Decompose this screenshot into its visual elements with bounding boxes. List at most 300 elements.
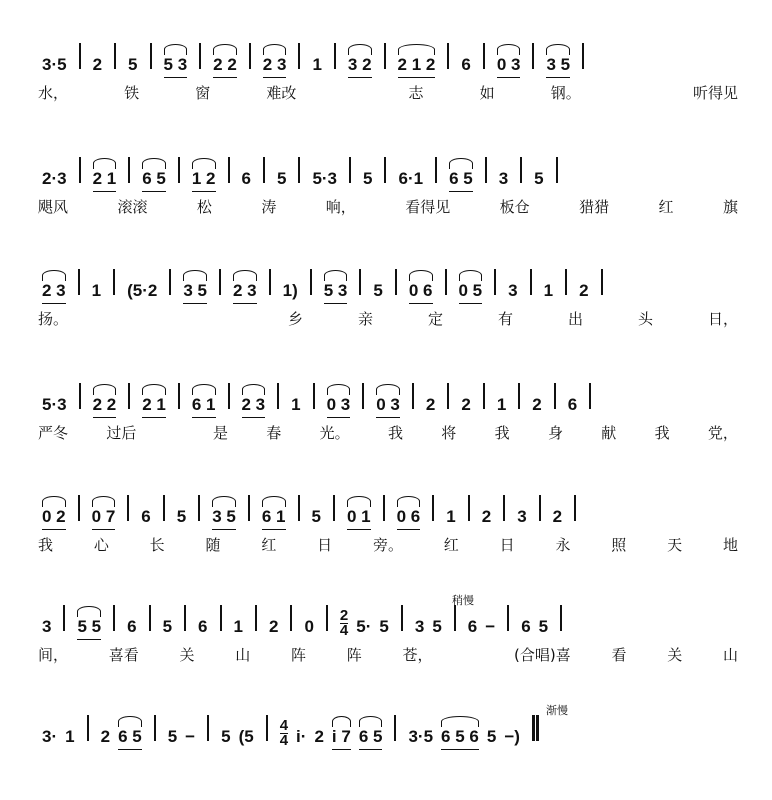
slur-arc (441, 716, 479, 727)
lyric-word: 难改 (266, 84, 297, 102)
lyric-word: 旗 (722, 198, 738, 216)
barline (228, 157, 230, 183)
slur-arc (118, 716, 142, 727)
lyric-word: 涛 (261, 198, 277, 216)
lyric-word: 听得见 (692, 84, 738, 102)
lyrics-line (38, 422, 738, 446)
barline (220, 605, 222, 631)
lyrics-line (38, 534, 738, 558)
slur-arc (359, 716, 383, 727)
note-group: 3 (414, 617, 425, 636)
note-group: 0 6 (397, 506, 421, 528)
notation-line (38, 488, 734, 528)
note-group: 5 (221, 727, 231, 746)
note-group: 6 (198, 617, 208, 636)
note-group: 0 3 (376, 394, 400, 416)
barline (483, 43, 485, 69)
slur-arc (142, 158, 166, 169)
note-group: 6 1 (262, 506, 286, 528)
lyrics-line (38, 196, 738, 220)
note-group: 6 (461, 55, 471, 74)
lyric-word: 心 (93, 536, 109, 554)
lyric-word: 水， (38, 84, 69, 102)
score-system (0, 36, 772, 126)
lyric-word: 如 (479, 84, 495, 102)
barline (63, 605, 65, 631)
beam-underline (142, 191, 166, 193)
beam-underline (183, 303, 207, 305)
score-system (0, 150, 772, 240)
beam-underline (192, 417, 216, 419)
time-signature-bottom: 4 (279, 732, 289, 749)
barline (530, 269, 532, 295)
note-group: 2 3 (42, 280, 66, 302)
barline (349, 157, 351, 183)
note-group: 2 (268, 617, 279, 636)
score-system (0, 488, 772, 578)
lyrics-line (38, 754, 738, 778)
slur-arc (262, 496, 286, 507)
note-group: 2 3 (263, 54, 287, 76)
note-group: 2 1 (142, 394, 166, 416)
lyric-word: 猎猎 (579, 198, 610, 216)
lyric-word: 永 (555, 536, 571, 554)
barline (79, 43, 81, 69)
lyric-word: 松 (196, 198, 212, 216)
score-system (0, 704, 772, 798)
barline (394, 715, 396, 741)
note-group: 5· (356, 617, 372, 636)
barline (290, 605, 292, 631)
lyric-word: 日， (707, 310, 738, 328)
note-group: 6·1 (398, 169, 424, 188)
lyric-word: 窗 (195, 84, 211, 102)
beam-underline (93, 417, 117, 419)
note-group: 5 3 (324, 280, 348, 302)
slur-arc (327, 384, 351, 395)
note-group: 1 2 (192, 168, 216, 190)
lyric-word: 日 (499, 536, 515, 554)
barline (447, 383, 449, 409)
slur-arc (142, 384, 166, 395)
slur-arc (348, 44, 372, 55)
barline (298, 157, 300, 183)
note-group: 2 (579, 281, 589, 300)
notation-line (38, 36, 734, 76)
note-group: 5·3 (312, 169, 338, 188)
note-group: 3 5 (212, 506, 236, 528)
barline (401, 605, 403, 631)
note-group: 2 (425, 395, 436, 414)
beam-underline (233, 303, 257, 305)
note-group: 6 (141, 507, 151, 526)
lyric-word: 有 (497, 310, 513, 328)
barline (114, 43, 116, 69)
lyric-word: 钢。 (550, 84, 581, 102)
lyric-word: 严冬 (38, 424, 69, 442)
note-group: 1 (312, 55, 322, 74)
note-group: 5 (311, 507, 321, 526)
lyric-word: 间， (38, 646, 69, 664)
beam-underline (459, 303, 483, 305)
slur-arc (212, 496, 236, 507)
beam-underline (92, 529, 116, 531)
barline (154, 715, 156, 741)
barline (334, 43, 336, 69)
slur-arc (397, 496, 421, 507)
note-group: 2 2 (93, 394, 117, 416)
note-group: 6 5 (142, 168, 166, 190)
note-group: 0 6 (409, 280, 433, 302)
beam-underline (192, 191, 216, 193)
barline (494, 269, 496, 295)
note-group: 5 (167, 727, 178, 746)
lyric-word: 照 (611, 536, 627, 554)
beam-underline (262, 529, 286, 531)
barline (79, 157, 81, 183)
barline (362, 383, 364, 409)
note-group: − (185, 727, 196, 746)
barline (556, 157, 558, 183)
barline (269, 269, 271, 295)
barline (228, 383, 230, 409)
slur-arc (233, 270, 257, 281)
barline (310, 269, 312, 295)
note-group: 3 (508, 281, 518, 300)
lyric-word: 党， (707, 424, 738, 442)
note-group: 5 (432, 617, 442, 636)
note-group: 5 (176, 507, 187, 526)
beam-underline (359, 749, 383, 751)
barline (560, 605, 562, 631)
barline (266, 715, 268, 741)
lyric-word: 是 (212, 424, 228, 442)
notation-line (38, 262, 734, 302)
slur-arc (164, 44, 188, 55)
slur-arc (409, 270, 433, 281)
lyric-word: 定 (427, 310, 443, 328)
note-group: 0 1 (347, 506, 371, 528)
slur-arc (192, 384, 216, 395)
barline (383, 495, 385, 521)
lyric-word: 随 (205, 536, 221, 554)
note-group: 5 (162, 617, 173, 636)
note-group: 6 5 6 (441, 726, 479, 748)
slur-arc (332, 716, 351, 727)
barline (163, 495, 165, 521)
barline (249, 43, 251, 69)
lyrics-line (38, 644, 738, 668)
beam-underline (398, 77, 436, 79)
slur-arc (324, 270, 348, 281)
beam-underline (164, 77, 188, 79)
beam-underline (77, 639, 101, 641)
lyric-word: 献 (601, 424, 617, 442)
note-group: 5 5 (77, 616, 101, 638)
lyric-word: 日 (317, 536, 333, 554)
beam-underline (93, 191, 117, 193)
lyric-word: 乡 (287, 310, 303, 328)
score-system (0, 262, 772, 352)
beam-underline (497, 77, 521, 79)
lyric-word: 我 (654, 424, 670, 442)
lyric-word: 我 (387, 424, 403, 442)
note-group: 5 (538, 617, 549, 636)
barline (532, 43, 534, 69)
note-group: 2 1 2 (398, 54, 436, 76)
lyric-word: 喜看 (108, 646, 139, 664)
barline (454, 605, 456, 631)
note-group: 0 5 (459, 280, 483, 302)
note-group: 5 (363, 169, 373, 188)
barline (298, 43, 300, 69)
note-group: 2 3 (242, 394, 266, 416)
slur-arc (449, 158, 473, 169)
slur-arc (497, 44, 521, 55)
note-group: 6 5 (359, 726, 383, 748)
barline (263, 157, 265, 183)
notation-line (38, 150, 734, 190)
barline (150, 43, 152, 69)
barline (518, 383, 520, 409)
lyric-word: 长 (149, 536, 165, 554)
lyric-word: 亲 (357, 310, 373, 328)
beam-underline (347, 529, 371, 531)
note-group: 1 (65, 727, 75, 746)
lyric-word: 苍， (402, 646, 433, 664)
note-group: 3 2 (348, 54, 372, 76)
time-signature-bottom: 4 (339, 622, 349, 639)
note-group: 6 5 (449, 168, 473, 190)
barline (574, 495, 576, 521)
beam-underline (42, 303, 66, 305)
lyric-word: 关 (179, 646, 195, 664)
note-group: 3 5 (183, 280, 207, 302)
note-group: 2 (314, 727, 324, 746)
lyric-word: 光。 (319, 424, 350, 442)
note-group: 0 3 (497, 54, 521, 76)
notation-line (38, 598, 734, 638)
note-group: i 7 (332, 726, 351, 748)
barline (298, 495, 300, 521)
beam-underline (213, 77, 237, 79)
lyrics-line (38, 82, 738, 106)
note-group: 1) (282, 281, 298, 300)
barline (384, 157, 386, 183)
note-group: 6 (127, 617, 137, 636)
lyric-word: 板仓 (499, 198, 530, 216)
note-group: 5 3 (164, 54, 188, 76)
lyric-word: 山 (722, 646, 738, 664)
barline (483, 383, 485, 409)
barline (503, 495, 505, 521)
barline (582, 43, 584, 69)
note-group: − (485, 617, 496, 636)
slur-arc (42, 496, 66, 507)
note-group: −) (504, 727, 520, 746)
slur-arc (347, 496, 371, 507)
barline (432, 495, 434, 521)
barline (313, 383, 315, 409)
note-group: 6 (567, 395, 578, 414)
barline (485, 157, 487, 183)
barline (554, 383, 556, 409)
barline (178, 157, 180, 183)
lyric-word: 响， (325, 198, 356, 216)
beam-underline (332, 749, 351, 751)
note-group: (5 (238, 727, 254, 746)
barline (127, 495, 129, 521)
notation-line (38, 376, 734, 416)
score-system (0, 594, 772, 688)
note-group: 3·5 (408, 727, 434, 746)
lyric-word: 身 (547, 424, 563, 442)
note-group: 1 (496, 395, 507, 414)
final-barline (532, 715, 535, 741)
note-group: 2 (481, 507, 492, 526)
barline (565, 269, 567, 295)
barline (113, 605, 115, 631)
note-group: 3 5 (546, 54, 570, 76)
note-group: 2·3 (42, 169, 67, 188)
beam-underline (441, 749, 479, 751)
barline (507, 605, 509, 631)
barline (447, 43, 449, 69)
note-group: 2 (461, 395, 471, 414)
note-group: 2 1 (93, 168, 117, 190)
beam-underline (263, 77, 287, 79)
slur-arc (459, 270, 483, 281)
note-group: 1 (233, 617, 243, 636)
beam-underline (242, 417, 266, 419)
note-group: 1 (543, 281, 554, 300)
note-group: i· (296, 727, 307, 746)
note-group: 5 (379, 617, 389, 636)
beam-underline (142, 417, 166, 419)
lyric-word: 阵 (346, 646, 362, 664)
slur-arc (263, 44, 287, 55)
barline (198, 495, 200, 521)
time-signature-top: 2 (339, 607, 349, 624)
note-group: 2 (552, 507, 563, 526)
note-group: 0 (304, 617, 314, 636)
barline (333, 495, 335, 521)
note-group: 3 (42, 617, 52, 636)
barline (78, 495, 80, 521)
barline (412, 383, 414, 409)
lyric-word: 志 (408, 84, 424, 102)
lyric-word: 旁。 (372, 536, 403, 554)
note-group: 3 (517, 507, 527, 526)
lyric-word: 关 (667, 646, 683, 664)
lyric-word: 将 (441, 424, 457, 442)
lyric-word: 看 (611, 646, 627, 664)
lyric-word: 红 (443, 536, 459, 554)
note-group: 6 (521, 617, 531, 636)
lyric-word: 山 (235, 646, 251, 664)
barline (520, 157, 522, 183)
barline (113, 269, 115, 295)
barline (178, 383, 180, 409)
barline (277, 383, 279, 409)
barline (468, 495, 470, 521)
note-group: 3·5 (42, 55, 67, 74)
lyric-word: 地 (722, 536, 738, 554)
note-group: 3 (498, 169, 509, 188)
note-group: 6 1 (192, 394, 216, 416)
note-group: 0 2 (42, 506, 66, 528)
barline (219, 269, 221, 295)
slur-arc (42, 270, 66, 281)
beam-underline (212, 529, 236, 531)
slur-arc (93, 384, 117, 395)
slur-arc (93, 158, 117, 169)
barline (359, 269, 361, 295)
barline (384, 43, 386, 69)
barline (395, 269, 397, 295)
lyric-word: 出 (567, 310, 583, 328)
time-signature-top: 4 (279, 717, 289, 734)
beam-underline (409, 303, 433, 305)
note-group: 1 (91, 281, 102, 300)
beam-underline (397, 529, 421, 531)
barline (589, 383, 591, 409)
note-group: 5 (128, 55, 138, 74)
barline (78, 269, 80, 295)
note-group: 2 (532, 395, 542, 414)
slur-arc (77, 606, 101, 617)
note-group: 2 3 (233, 280, 257, 302)
beam-underline (376, 417, 400, 419)
note-group: 0 7 (92, 506, 116, 528)
barline (435, 157, 437, 183)
note-group: 5 (486, 727, 497, 746)
beam-underline (118, 749, 142, 751)
lyric-word: 我 (494, 424, 510, 442)
lyric-word: 滚滚 (117, 198, 148, 216)
lyric-word: 红 (261, 536, 277, 554)
tempo-marking: 稍慢 (452, 594, 474, 607)
barline (128, 157, 130, 183)
lyric-word: 红 (658, 198, 674, 216)
notation-line (38, 708, 734, 748)
note-group: 1 (446, 507, 456, 526)
note-group: 5 (373, 281, 383, 300)
note-group: 1 (291, 395, 301, 414)
note-group: 6 (241, 169, 251, 188)
note-group: 0 3 (327, 394, 351, 416)
lyric-word: 阵 (291, 646, 307, 664)
note-group: (5·2 (127, 281, 158, 300)
beam-underline (327, 417, 351, 419)
slur-arc (398, 44, 436, 55)
lyrics-line (38, 308, 738, 332)
barline (539, 495, 541, 521)
barline (207, 715, 209, 741)
lyric-word: 扬。 (38, 310, 69, 328)
note-group: 2 (92, 55, 103, 74)
slur-arc (183, 270, 207, 281)
slur-arc (242, 384, 266, 395)
slur-arc (546, 44, 570, 55)
slur-arc (213, 44, 237, 55)
lyric-word: 春 (266, 424, 282, 442)
beam-underline (324, 303, 348, 305)
barline (169, 269, 171, 295)
barline (199, 43, 201, 69)
score-system (0, 376, 772, 466)
lyric-word: 铁 (124, 84, 140, 102)
